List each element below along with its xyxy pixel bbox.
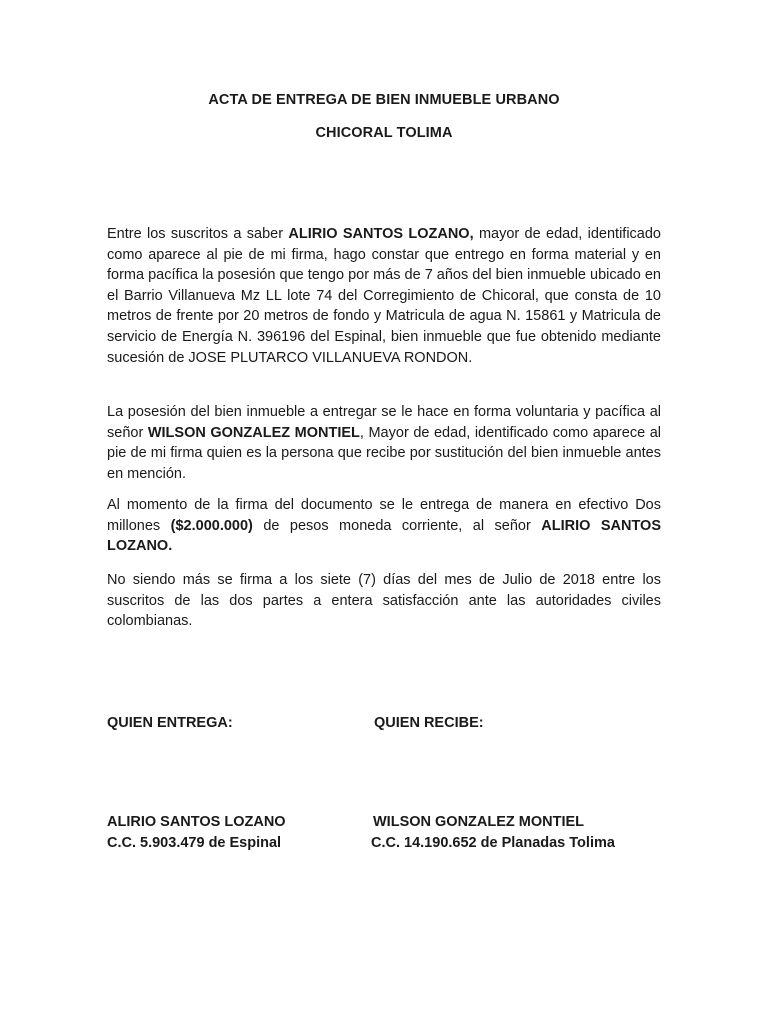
paragraph-1-text-a: Entre los suscritos a saber [107,226,289,242]
giver-signature-name: ALIRIO SANTOS LOZANO [107,814,286,830]
paragraph-2 [107,402,661,484]
receiver-signature-name: WILSON GONZALEZ MONTIEL [373,814,585,830]
paragraph-4 [107,570,661,632]
paragraph-1-text-c: mayor de edad, identificado como aparece al pie de mi firma, hago constar que entrego en forma material y en forma pacífica la posesión que tengo por más de 7 años del bien inmueble ubicado en el Barrio Villanueva Mz LL lote 74 del Corregimiento de Chicoral, que consta de 10 metros de frente por 20 metros de fondo y Matricula de agua N. 15861 y Matricula de servicio de Energía N. 396196 del Espinal, bien inmueble que fue obtenido mediante sucesión de JOSE PLUTARCO VILLANUEVA RONDON. [107,226,661,366]
amount-bold: ($2.000.000) [170,517,253,534]
receiver-heading: QUIEN RECIBE: [374,715,484,731]
paragraph-3-text-c: de pesos moneda corriente, al señor [252,517,542,534]
paragraph-2-text-c: , Mayor de edad, identificado como aparece al pie de mi firma quien es la persona que recibe por sustitución del bien inmueble antes en mención. [107,424,661,482]
document-subtitle: CHICORAL TOLIMA [315,125,453,141]
giver-name-bold: ALIRIO SANTOS LOZANO, [288,226,474,242]
paragraph-3-text-a: Al momento de la firma del documento se le entrega de manera en efectivo Dos millones [107,497,661,534]
giver-signature-id: C.C. 5.903.479 de Espinal [107,835,282,851]
paragraph-3 [107,495,661,557]
giver-name-bold-2: ALIRIO SANTOS LOZANO. [107,517,661,555]
paragraph-2-text-a: La posesión del bien inmueble a entregar se le hace en forma voluntaria y pacífica al señor [107,404,661,441]
giver-heading: QUIEN ENTREGA: [107,715,233,731]
paragraph-4-text: No siendo más se firma a los siete (7) días del mes de Julio de 2018 entre los suscritos de las dos partes a entera satisfacción ante las autoridades civiles colombianas. [107,572,661,630]
paragraph-1 [107,224,661,368]
receiver-name-bold: WILSON GONZALEZ MONTIEL [147,424,360,441]
document-title: ACTA DE ENTREGA DE BIEN INMUEBLE URBANO [208,92,560,108]
receiver-signature-id: C.C. 14.190.652 de Planadas Tolima [371,835,615,851]
